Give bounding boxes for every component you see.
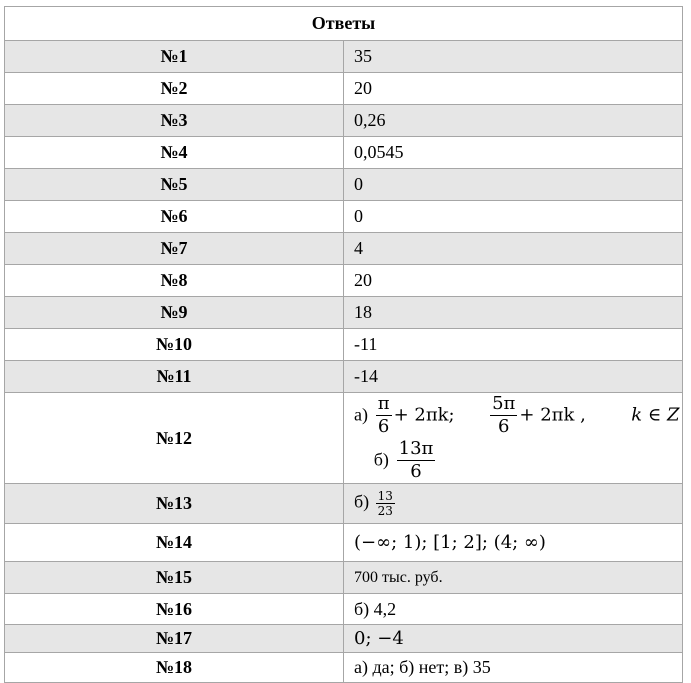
numerator: 5π bbox=[492, 393, 516, 414]
k-condition: k ∈ Z bbox=[631, 404, 680, 426]
problem-number: №1 bbox=[5, 41, 344, 73]
table-row bbox=[5, 361, 683, 393]
problem-number: №2 bbox=[5, 73, 344, 105]
part-b-label: б) bbox=[354, 491, 370, 512]
problem-number: №12 bbox=[5, 393, 344, 484]
problem-number: №9 bbox=[5, 297, 344, 329]
answer-value: 20 bbox=[344, 73, 683, 105]
table-row bbox=[5, 524, 683, 562]
numerator: 13π bbox=[398, 438, 434, 459]
table-row bbox=[5, 265, 683, 297]
denominator: 6 bbox=[377, 416, 390, 437]
answer-value: -14 bbox=[344, 361, 683, 393]
problem-number: №7 bbox=[5, 233, 344, 265]
table-row bbox=[5, 41, 683, 73]
table-row bbox=[5, 594, 683, 625]
table-row bbox=[5, 137, 683, 169]
numerator: 13 bbox=[377, 489, 393, 503]
table-row bbox=[5, 233, 683, 265]
answer-value: б) 4,2 bbox=[344, 594, 683, 625]
answer-value bbox=[344, 484, 683, 524]
problem-number: №3 bbox=[5, 105, 344, 137]
term-tail: + 2πk , bbox=[519, 404, 586, 426]
denominator: 6 bbox=[410, 461, 422, 482]
fraction bbox=[376, 393, 392, 438]
problem-number: №6 bbox=[5, 201, 344, 233]
table-row bbox=[5, 297, 683, 329]
answer-value bbox=[344, 393, 683, 484]
part-a-label: а) bbox=[354, 404, 368, 425]
problem-number: №17 bbox=[5, 625, 344, 653]
answer-value: 0 bbox=[344, 201, 683, 233]
denominator: 6 bbox=[498, 416, 510, 437]
table-header-row bbox=[5, 7, 683, 41]
table-row bbox=[5, 562, 683, 594]
answer-value: (−∞; 1); [1; 2]; (4; ∞) bbox=[344, 524, 683, 562]
part-b-label: б) bbox=[373, 449, 389, 470]
answer-value: 0 bbox=[344, 169, 683, 201]
problem-number: №18 bbox=[5, 653, 344, 683]
answer-value: 0,0545 bbox=[344, 137, 683, 169]
term-tail: + 2πk; bbox=[393, 404, 455, 426]
table-row bbox=[5, 105, 683, 137]
problem-number: №14 bbox=[5, 524, 344, 562]
answer-value: 700 тыс. руб. bbox=[344, 562, 683, 594]
problem-number: №4 bbox=[5, 137, 344, 169]
table-row bbox=[5, 393, 683, 484]
answer-value: 18 bbox=[344, 297, 683, 329]
fraction bbox=[490, 393, 517, 438]
table-row bbox=[5, 484, 683, 524]
answers-table bbox=[4, 6, 683, 683]
problem-number: №11 bbox=[5, 361, 344, 393]
answer-value: 0; −4 bbox=[344, 625, 683, 653]
fraction bbox=[397, 438, 436, 483]
fraction bbox=[376, 489, 395, 518]
problem-number: №5 bbox=[5, 169, 344, 201]
table-title: Ответы bbox=[5, 7, 683, 41]
table-row bbox=[5, 653, 683, 683]
problem-number: №16 bbox=[5, 594, 344, 625]
answer-value: 20 bbox=[344, 265, 683, 297]
problem-number: №8 bbox=[5, 265, 344, 297]
answer-value: 35 bbox=[344, 41, 683, 73]
table-row bbox=[5, 201, 683, 233]
denominator: 23 bbox=[377, 504, 393, 518]
numerator: π bbox=[377, 393, 390, 414]
problem-number: №15 bbox=[5, 562, 344, 594]
problem-number: №13 bbox=[5, 484, 344, 524]
problem-number: №10 bbox=[5, 329, 344, 361]
table-row bbox=[5, 169, 683, 201]
answer-value: -11 bbox=[344, 329, 683, 361]
answer-value: 0,26 bbox=[344, 105, 683, 137]
table-row bbox=[5, 73, 683, 105]
table-row bbox=[5, 329, 683, 361]
answer-value: а) да; б) нет; в) 35 bbox=[344, 653, 683, 683]
answer-value: 4 bbox=[344, 233, 683, 265]
table-row bbox=[5, 625, 683, 653]
